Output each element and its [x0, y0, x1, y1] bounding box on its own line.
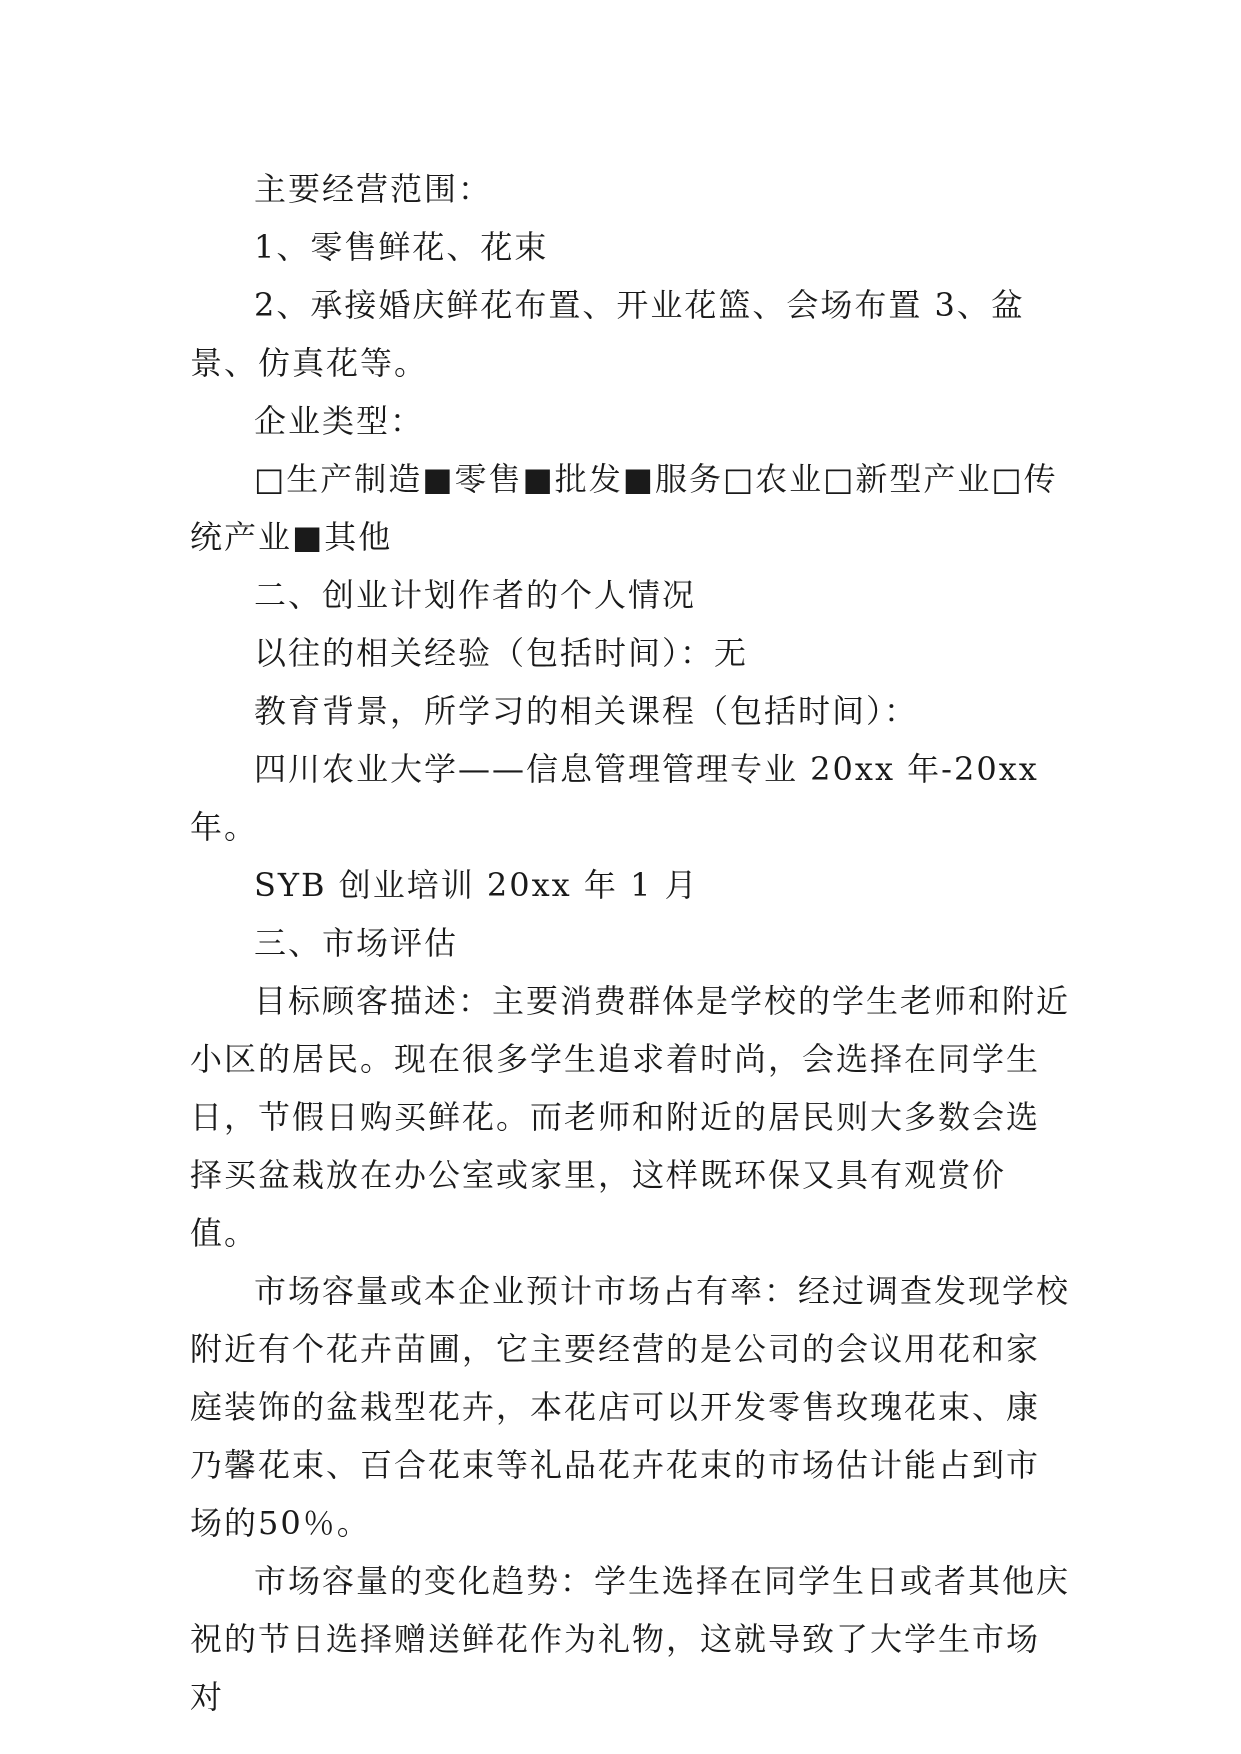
document-body [190, 160, 1070, 1726]
paragraph-enterprise-type-heading: 企业类型： [254, 402, 425, 440]
paragraph-scope-item-1: 1、零售鲜花、花束 [254, 228, 549, 266]
paragraph-education-syb: SYB 创业培训 20xx 年 1 月 [254, 866, 699, 904]
paragraph-education-university: 四川农业大学——信息管理管理专业 20xx 年-20xx 年。 [190, 750, 1039, 846]
paragraph-section-three-heading: 三、市场评估 [254, 924, 459, 962]
paragraph-business-scope-heading: 主要经营范围： [254, 170, 493, 208]
paragraph-market-trend: 市场容量的变化趋势：学生选择在同学生日或者其他庆祝的节日选择赠送鲜花作为礼物，这就导致了大学生市场对 [190, 1562, 1071, 1716]
paragraph-target-customers: 目标顾客描述：主要消费群体是学校的学生老师和附近小区的居民。现在很多学生追求着时尚，会选择在同学生日，节假日购买鲜花。而老师和附近的居民则大多数会选择买盆栽放在办公室或家里，这样既环保又具有观赏价值。 [190, 982, 1071, 1252]
paragraph-section-two-heading: 二、创业计划作者的个人情况 [254, 576, 697, 614]
paragraph-enterprise-type-options: □生产制造■零售■批发■服务□农业□新型产业□传统产业■其他 [190, 460, 1058, 556]
paragraph-education-heading: 教育背景，所学习的相关课程（包括时间）： [254, 692, 919, 730]
paragraph-experience: 以往的相关经验（包括时间）：无 [254, 634, 749, 672]
paragraph-market-share: 市场容量或本企业预计市场占有率：经过调查发现学校附近有个花卉苗圃，它主要经营的是公司的会议用花和家庭装饰的盆栽型花卉，本花店可以开发零售玫瑰花束、康乃馨花束、百合花束等礼品花卉花束的市场估计能占到市场的50％。 [190, 1272, 1071, 1542]
paragraph-scope-item-2: 2、承接婚庆鲜花布置、开业花篮、会场布置 3、盆景、仿真花等。 [190, 286, 1025, 382]
